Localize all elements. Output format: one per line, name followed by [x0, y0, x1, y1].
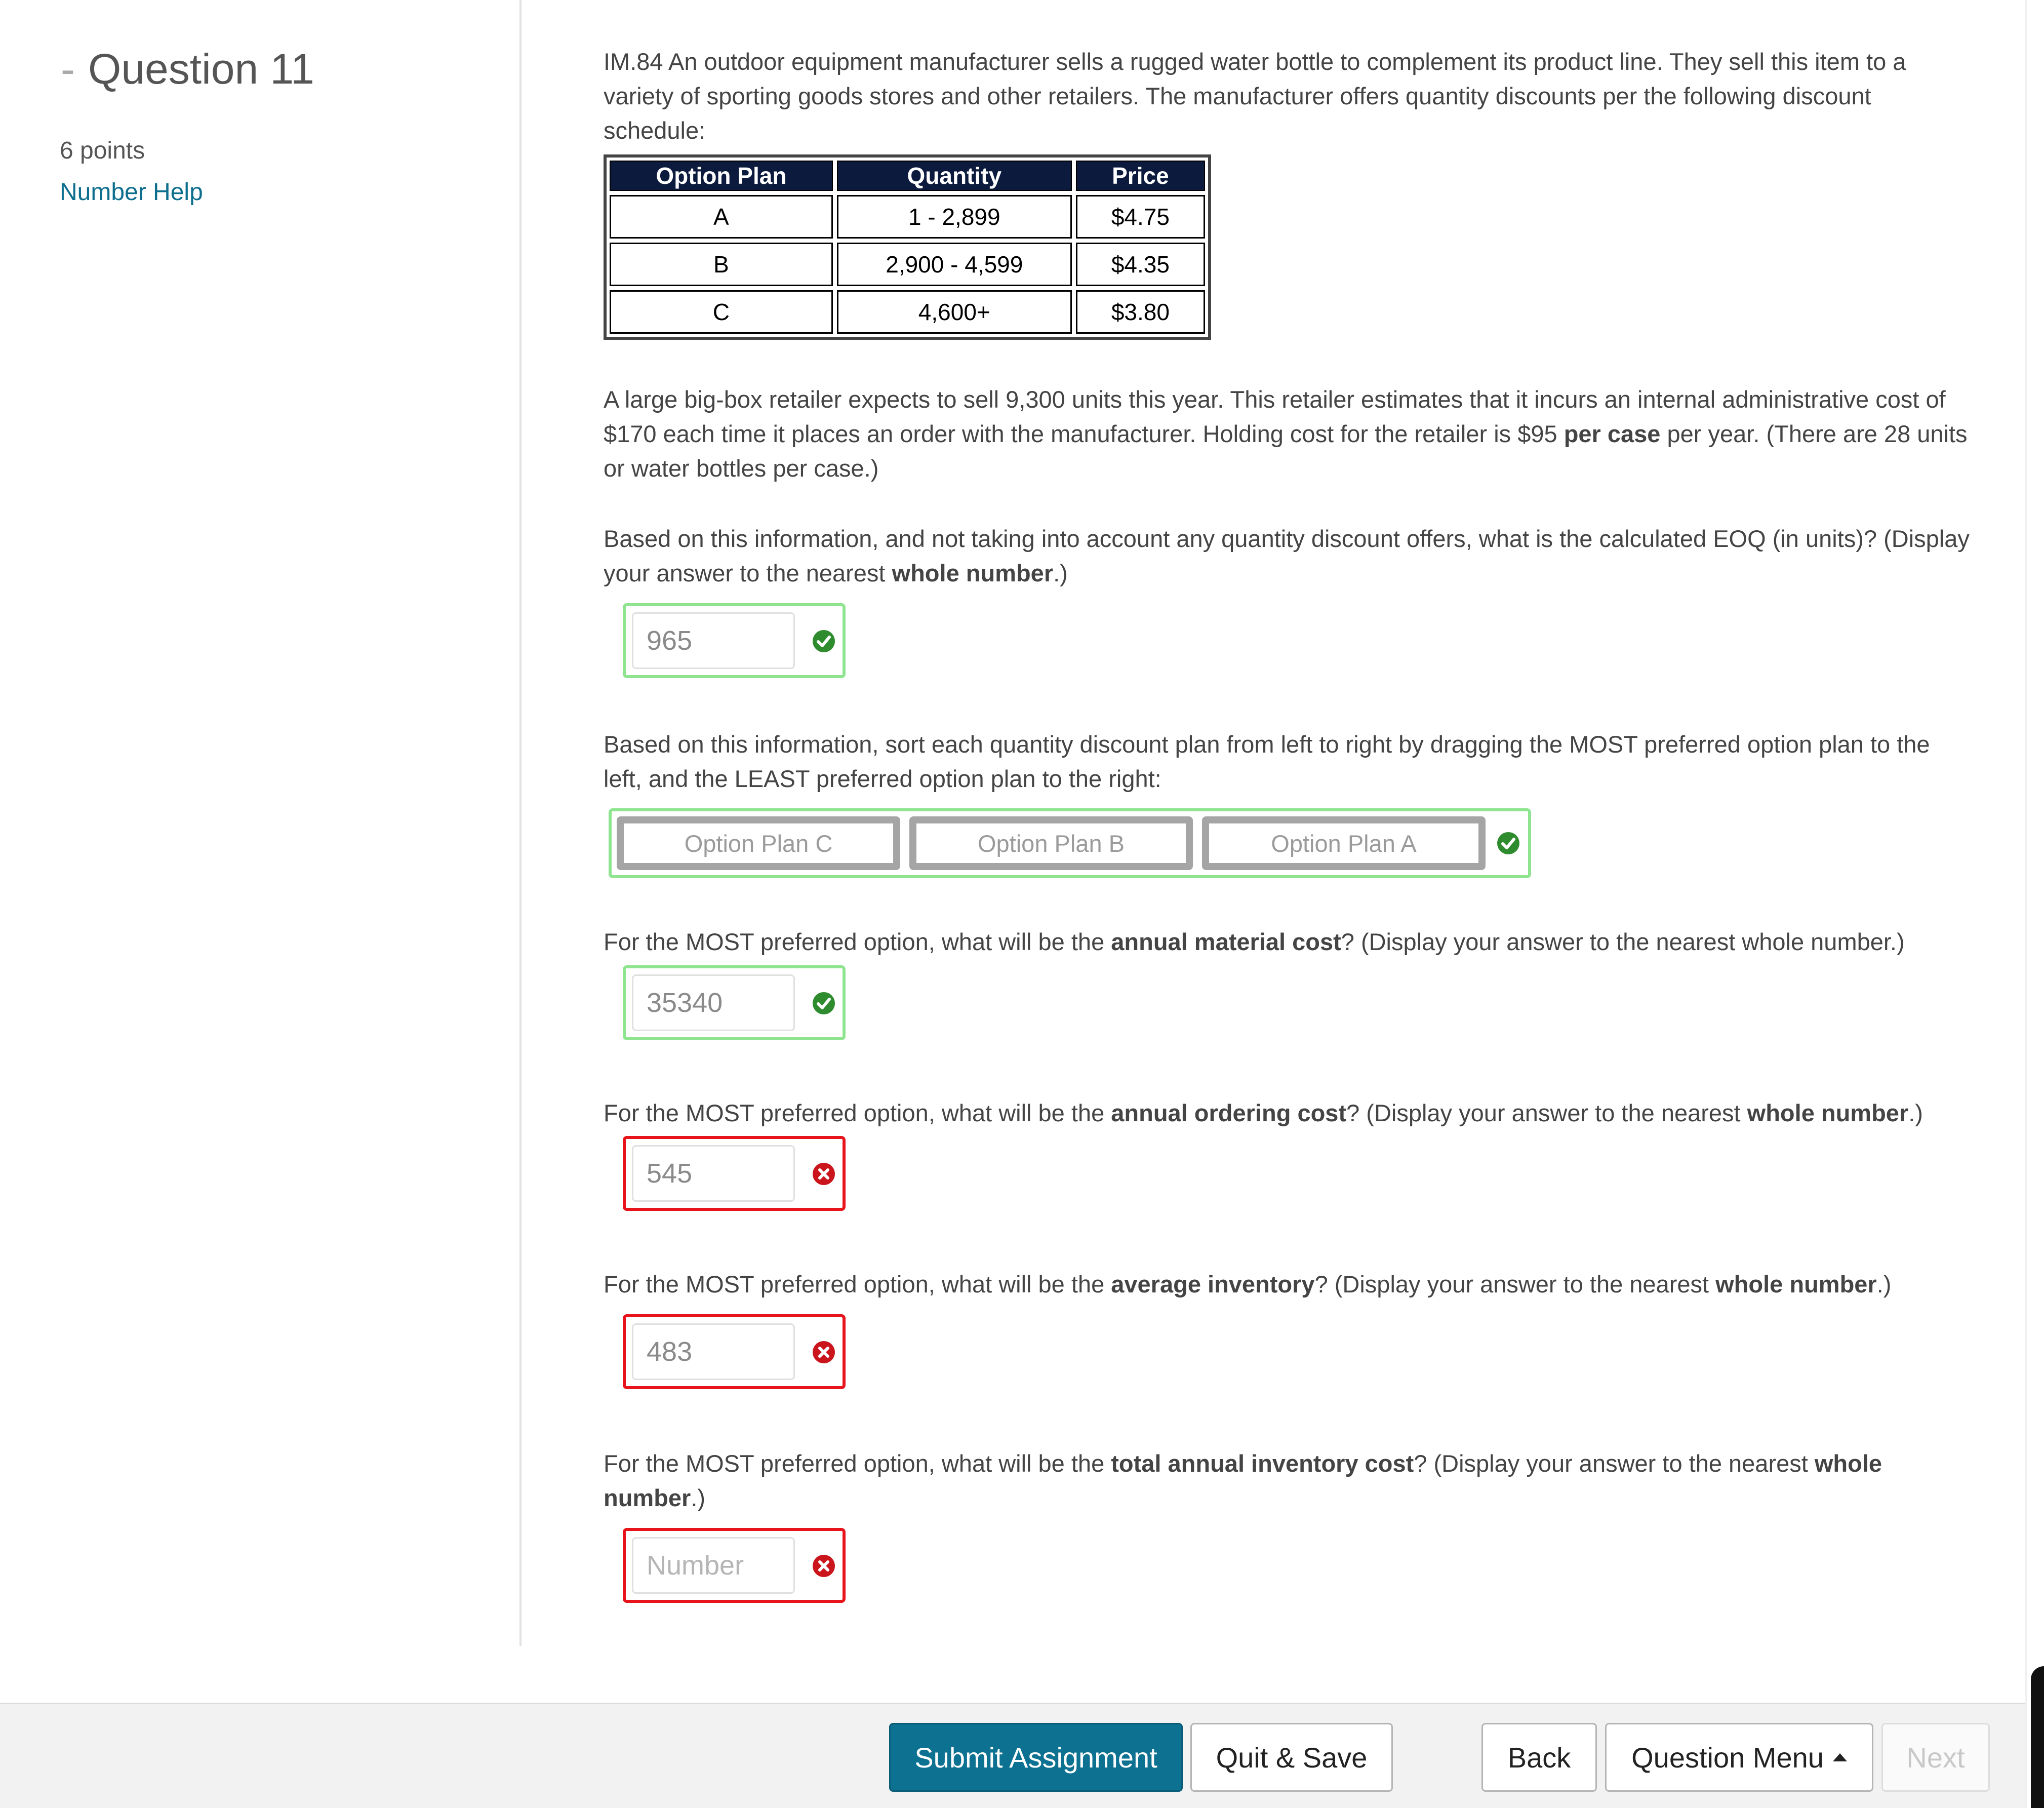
table-header: Option Plan — [610, 161, 833, 191]
draggable-option-plan-a[interactable]: Option Plan A — [1202, 816, 1486, 870]
prompt-bold: total annual inventory cost — [1111, 1450, 1414, 1477]
ordering-cost-prompt — [604, 1096, 2021, 1130]
quit-save-button[interactable]: Quit & Save — [1190, 1723, 1393, 1792]
question-title-text: Question 11 — [88, 45, 314, 93]
table-cell: B — [610, 243, 833, 286]
ordering-cost-answer-box — [623, 1136, 846, 1211]
prompt-bold: whole number — [604, 1450, 1882, 1511]
draggable-option-plan-c[interactable]: Option Plan C — [617, 816, 900, 870]
back-button[interactable]: Back — [1481, 1723, 1597, 1792]
prompt-bold: whole number — [1715, 1271, 1877, 1298]
prompt-text: ? (Display your answer to the nearest — [1414, 1450, 1815, 1477]
discount-schedule-table — [604, 154, 1211, 340]
prompt-text: For the MOST preferred option, what will be the — [604, 928, 1111, 955]
prompt-text: .) — [1053, 560, 1068, 586]
collapse-toggle[interactable]: - — [61, 45, 75, 93]
draggable-option-plan-b[interactable]: Option Plan B — [909, 816, 1193, 870]
x-circle-icon — [812, 1554, 835, 1578]
check-circle-icon — [812, 630, 835, 653]
prompt-text: ? (Display your answer to the nearest whole number.) — [1341, 928, 1905, 955]
prompt-bold: average inventory — [1111, 1271, 1315, 1298]
ordering-cost-input[interactable] — [632, 1145, 795, 1202]
prompt-bold: whole number — [892, 560, 1054, 586]
check-circle-icon — [1497, 832, 1520, 855]
table-cell: $4.35 — [1076, 243, 1205, 286]
total-cost-answer-box — [623, 1528, 846, 1603]
eoq-prompt — [604, 522, 1971, 591]
average-inventory-input[interactable] — [632, 1323, 795, 1380]
prompt-bold: whole number — [1747, 1099, 1909, 1126]
sort-dropzone — [609, 808, 1531, 878]
prompt-text: .) — [691, 1484, 706, 1511]
prompt-text: Based on this information, and not taking into account any quantity discount offers, what is the calculated EOQ (in units)? (Display your answer to the nearest — [604, 525, 1970, 586]
average-inventory-prompt — [604, 1267, 2021, 1302]
table-cell: 4,600+ — [837, 290, 1072, 334]
average-inventory-answer-box — [623, 1314, 846, 1389]
window-edge — [2025, 0, 2044, 1808]
prompt-text: ? (Display your answer to the nearest — [1346, 1099, 1747, 1126]
eoq-answer-box — [623, 603, 846, 678]
table-header-row — [610, 161, 1205, 191]
prompt-text: .) — [1908, 1099, 1923, 1126]
material-cost-input[interactable] — [632, 974, 795, 1031]
sort-prompt: Based on this information, sort each quantity discount plan from left to right by dragging the MOST preferred option plan to the left, and the LEAST preferred option plan to the right: — [604, 731, 1930, 792]
prompt-bold: annual ordering cost — [1111, 1099, 1347, 1126]
window-corner — [2031, 1666, 2044, 1808]
scenario-bold: per case — [1564, 420, 1661, 447]
number-help-link[interactable]: Number Help — [60, 179, 203, 206]
table-cell: $3.80 — [1076, 290, 1205, 334]
prompt-bold: annual material cost — [1111, 928, 1341, 955]
material-cost-answer-box — [623, 965, 846, 1040]
material-cost-prompt — [604, 925, 1996, 959]
scenario-text: A large big-box retailer expects to sell 9,300 units this year. This retailer estimates that it incurs an internal administrative cost of $170 each time it places an order with the manufacturer. Holding cost for the retailer is $95 — [604, 386, 1946, 447]
prompt-text: For the MOST preferred option, what will be the — [604, 1450, 1111, 1477]
problem-intro: IM.84 An outdoor equipment manufacturer sells a rugged water bottle to complement its product line. They sell this item to a variety of sporting goods stores and other retailers. The manufacturer offers quantity discounts per the following discount schedule: — [604, 48, 1906, 144]
next-button[interactable]: Next — [1881, 1723, 1990, 1792]
table-row — [610, 195, 1205, 239]
question-menu-button[interactable] — [1605, 1723, 1873, 1792]
table-header: Price — [1076, 161, 1205, 191]
question-menu-label: Question Menu — [1631, 1741, 1824, 1774]
submit-assignment-button[interactable]: Submit Assignment — [889, 1723, 1183, 1792]
check-circle-icon — [812, 992, 835, 1015]
question-sidebar — [0, 0, 522, 1646]
prompt-text: .) — [1876, 1271, 1892, 1298]
table-row — [610, 290, 1205, 334]
table-header: Quantity — [837, 161, 1072, 191]
x-circle-icon — [812, 1162, 835, 1186]
caret-up-icon — [1833, 1753, 1847, 1761]
prompt-text: For the MOST preferred option, what will be the — [604, 1271, 1111, 1298]
question-points: 6 points — [60, 137, 145, 164]
prompt-text: For the MOST preferred option, what will be the — [604, 1099, 1111, 1126]
x-circle-icon — [812, 1341, 835, 1364]
table-cell: 2,900 - 4,599 — [837, 243, 1072, 286]
table-cell: $4.75 — [1076, 195, 1205, 239]
table-row — [610, 243, 1205, 286]
table-cell: C — [610, 290, 833, 334]
prompt-text: ? (Display your answer to the nearest — [1314, 1271, 1716, 1298]
scenario-text: per year. (There are 28 units or water bottles per case.) — [604, 420, 1968, 482]
table-cell: A — [610, 195, 833, 239]
total-cost-prompt — [604, 1446, 1945, 1515]
problem-scenario — [604, 382, 1991, 486]
total-cost-input[interactable] — [632, 1537, 795, 1594]
eoq-input[interactable] — [632, 612, 795, 669]
table-cell: 1 - 2,899 — [837, 195, 1072, 239]
question-title[interactable] — [61, 45, 314, 94]
